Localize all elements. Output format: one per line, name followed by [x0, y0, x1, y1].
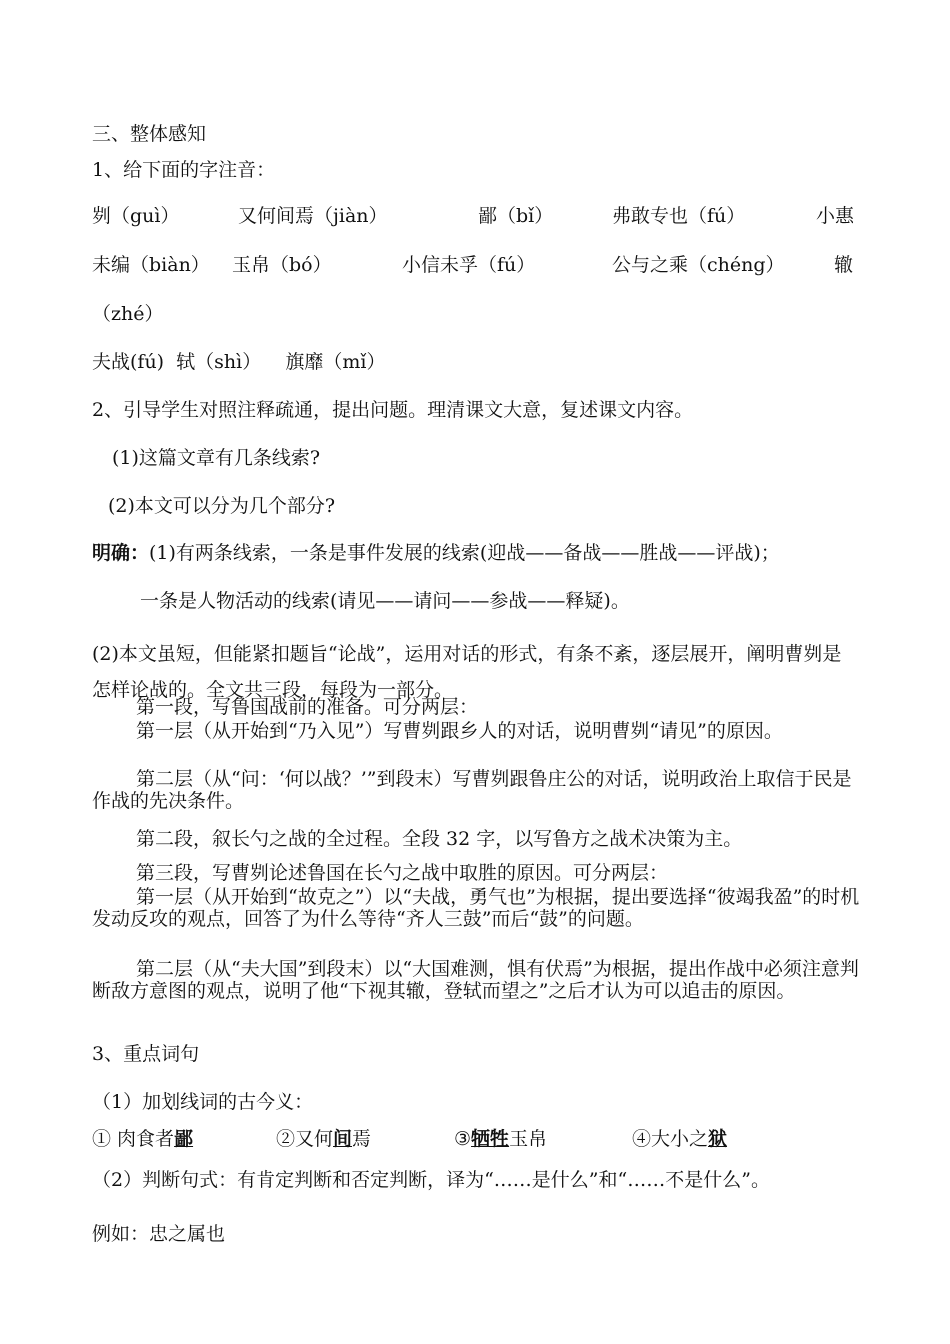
word-underlined: 牺牲	[471, 1128, 510, 1150]
item2-heading: 2、引导学生对照注释疏通，提出问题。理清课文大意，复述课文内容。	[92, 399, 694, 421]
answer-1-cont: 一条是人物活动的线索(请见——请问——参战——释疑)。	[140, 590, 630, 612]
pinyin-entry: 公与之乘（chéng）	[612, 254, 785, 276]
pinyin-row-3: 夫战(fú) 轼（shì） 旗靡（mǐ）	[92, 351, 386, 373]
word-pre: ③	[454, 1128, 472, 1150]
word-post: 焉	[352, 1128, 372, 1150]
item3-sub2: （2）判断句式：有肯定判断和否定判断，译为“……是什么”和“……不是什么”。	[92, 1169, 770, 1191]
pinyin-entry: 辙	[834, 254, 854, 276]
answer-2: (2)本文虽短，但能紧扣题旨“论战”，运用对话的形式，有条不紊，逐层展开，阐明曹刿是怎样论战的。全文共三段，每段为一部分。	[92, 643, 842, 701]
word-pre: ②又何	[276, 1128, 334, 1150]
answer-1-text: (1)有两条线索，一条是事件发展的线索(迎战——备战——胜战——评战)；	[149, 542, 780, 564]
segment-1-layer-1: 第一层（从开始到“乃入见”）写曹刿跟乡人的对话，说明曹刿“请见”的原因。	[136, 720, 783, 742]
segment-3-layer-1: 第一层（从开始到“故克之”）以“夫战，勇气也”为根据，提出要选择“彼竭我盈”的时机发动反攻的观点，回答了为什么等待“齐人三鼓”而后“鼓”的问题。	[92, 886, 860, 930]
word-item	[92, 1127, 193, 1151]
pinyin-entry: 刿（guì）	[92, 205, 180, 227]
word-underlined: 狱	[708, 1128, 728, 1150]
segment-1-layer-2: 第二层（从“问：‘何以战？’”到段末）写曹刿跟鲁庄公的对话，说明政治上取信于民是作战的先决条件。	[92, 768, 852, 812]
answer-1	[92, 541, 780, 565]
section-title: 三、整体感知	[92, 123, 207, 145]
pinyin-entry: 玉帛（bó）	[232, 254, 332, 276]
question-2: (2)本文可以分为几个部分?	[108, 495, 336, 517]
segment-1: 第一段，写鲁国战前的准备。可分两层：	[136, 696, 479, 718]
pinyin-entry: 又何间焉（jiàn）	[238, 205, 388, 227]
word-underlined: 间	[333, 1128, 353, 1150]
pinyin-entry: 弗敢专也（fú）	[612, 205, 746, 227]
item3-sub1: （1）加划线词的古今义：	[92, 1091, 314, 1113]
word-underlined: 鄙	[174, 1128, 194, 1150]
word-post: 玉帛	[509, 1128, 548, 1150]
question-1: (1)这篇文章有几条线索?	[112, 447, 321, 469]
segment-2: 第二段，叙长勺之战的全过程。全段 32 字，以写鲁方之战术决策为主。	[136, 828, 743, 850]
word-pre: ① 肉食者	[92, 1128, 175, 1150]
word-item	[454, 1127, 547, 1151]
item3-heading: 3、重点词句	[92, 1043, 200, 1065]
answer-label: 明确：	[92, 542, 150, 564]
pinyin-entry: 鄙（bǐ）	[478, 205, 554, 227]
word-item	[632, 1127, 727, 1151]
example: 例如：忠之属也	[92, 1223, 226, 1245]
pinyin-entry: 未编（biàn）	[92, 254, 210, 276]
pinyin-entry: 小惠	[816, 205, 855, 227]
word-item	[276, 1127, 371, 1151]
pinyin-row-2-cont: （zhé）	[92, 303, 164, 325]
item1-heading: 1、给下面的字注音：	[92, 159, 276, 181]
segment-3-layer-2: 第二层（从“夫大国”到段末）以“大国难测，惧有伏焉”为根据，提出作战中必须注意判断敌方意图的观点，说明了他“下视其辙，登轼而望之”之后才认为可以追击的原因。	[92, 958, 859, 1002]
word-pre: ④大小之	[632, 1128, 709, 1150]
segment-3: 第三段，写曹刿论述鲁国在长勺之战中取胜的原因。可分两层：	[136, 862, 669, 884]
pinyin-entry: 小信未孚（fú）	[402, 254, 536, 276]
